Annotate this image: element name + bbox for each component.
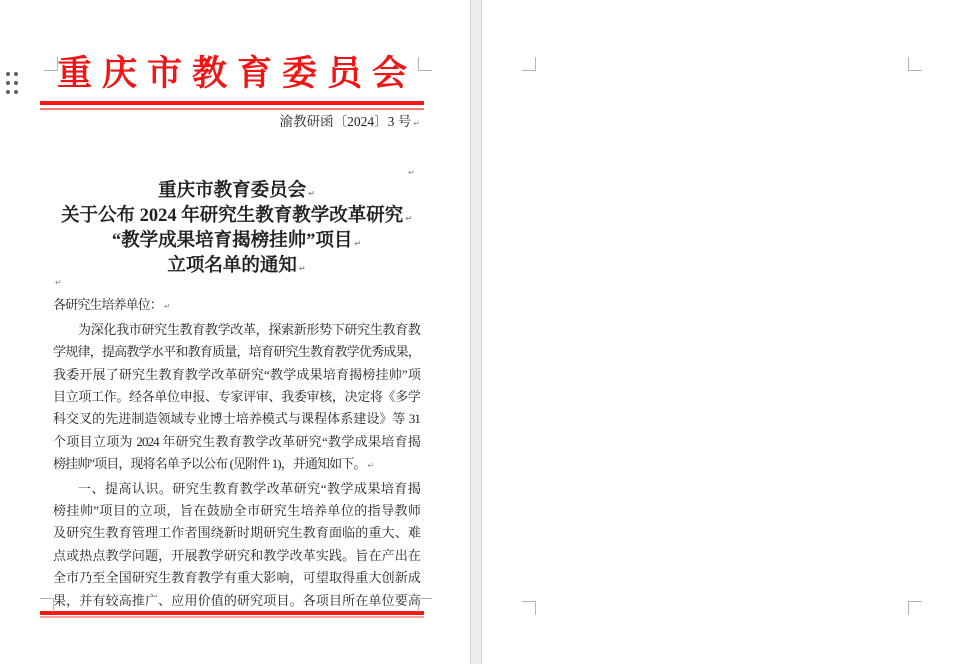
- footer-rule-thin: [40, 616, 424, 618]
- margin-corner-mark: [908, 57, 922, 71]
- margin-corner-mark: [418, 598, 432, 612]
- text-line: [53, 270, 420, 294]
- page-2[interactable]: [482, 0, 954, 664]
- margin-corner-mark: [40, 598, 54, 612]
- agency-header: 重庆市教育委员会: [56, 54, 417, 93]
- paragraph-mark: ↵: [163, 302, 171, 312]
- paragraph-mark: ↵: [308, 189, 315, 198]
- text-line: 一、提高认识。研究生教育教学改革研究“教学成果培育揭: [78, 480, 420, 496]
- header-rule-thin: [40, 108, 424, 110]
- paragraph-mark: ↵: [55, 278, 62, 287]
- paragraph-mark: ↵: [408, 168, 415, 177]
- text-line: 重庆市教育委员会 ↵: [158, 181, 315, 201]
- margin-corner-mark: [522, 601, 536, 615]
- text-line: 各研究生培养单位： ↵: [53, 297, 171, 313]
- text-line: 立项名单的通知 ↵: [167, 256, 306, 276]
- header-rule-thick: [40, 101, 424, 105]
- document-title: [53, 180, 420, 280]
- footer-rule-thick: [40, 611, 424, 615]
- paragraph-mark: ↵: [298, 264, 306, 273]
- page-separator: [470, 0, 482, 664]
- margin-corner-mark: [44, 57, 58, 71]
- text-line: 学规律，提高教学水平和教育质量，培育研究生教育教学优秀成果，: [53, 344, 420, 360]
- text-line: 榜挂帅”项目，现将名单予以公布 (见附件 1)，并通知如下。 ↵: [53, 456, 375, 472]
- document-number: 渝教研函〔2024〕3 号 ↵: [279, 114, 420, 129]
- text-line: 我委开展了研究生教育教学改革研究“教学成果培育揭榜挂帅”项: [53, 366, 420, 382]
- paragraph-mark: ↵: [354, 239, 362, 248]
- text-line: 个项目立项为 2024 年研究生教育教学改革研究“教学成果培育揭: [53, 433, 420, 449]
- paragraph-mark: ↵: [405, 214, 412, 223]
- text-line: 全市乃至全国研究生教育教学有重大影响，可望取得重大创新成: [53, 570, 420, 586]
- text-line: 目立项工作。经各单位申报、专家评审、我委审核，决定将《多学: [53, 389, 420, 405]
- text-line: 榜挂帅”项目的立项，旨在鼓励全市研究生培养单位的指导教师: [53, 503, 420, 519]
- text-line: “教学成果培育揭榜挂帅”项目 ↵: [111, 231, 362, 251]
- text-line: 关于公布 2024 年研究生教育教学改革研究 ↵: [61, 206, 412, 226]
- text-line: 为深化我市研究生教育教学改革，探索新形势下研究生教育教: [78, 321, 420, 337]
- margin-corner-mark: [522, 57, 536, 71]
- margin-corner-mark: [908, 601, 922, 615]
- text-line: 点或热点教学问题，开展教学研究和教学改革实践。旨在产出在: [53, 547, 420, 563]
- text-line: 果，并有较高推广、应用价值的研究项目。各项目所在单位要高: [53, 592, 420, 608]
- text-line: 科交叉的先进制造领域专业博士培养模式与课程体系建设》等 31: [53, 411, 420, 427]
- page-1[interactable]: [0, 0, 470, 664]
- margin-corner-mark: [418, 57, 432, 71]
- paragraph-mark: ↵: [413, 119, 420, 128]
- text-line: 及研究生教育管理工作者围绕新时期研究生教育面临的重大、难: [53, 525, 420, 541]
- drag-handle-icon[interactable]: [6, 72, 18, 94]
- paragraph-mark: ↵: [367, 461, 375, 471]
- page-1-body: [53, 270, 420, 612]
